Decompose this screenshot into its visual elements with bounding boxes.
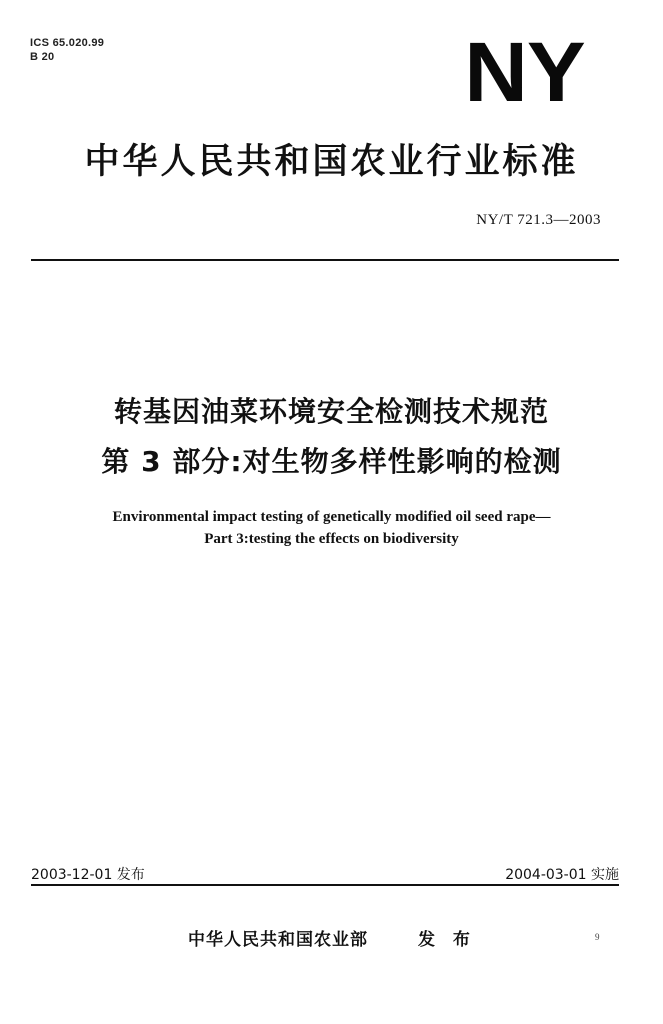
issue-label: 发 布 [418, 930, 476, 950]
title-en-line2: Part 3:testing the effects on biodiversity [204, 531, 459, 547]
standard-number: NY/T 721.3—2003 [476, 212, 601, 228]
title-zh-line2: 第 3 部分:对生物多样性影响的检测 [101, 445, 562, 478]
issuer: 中华人民共和国农业部 [188, 930, 368, 950]
ccs-code: B 20 [30, 51, 55, 63]
classification-codes [30, 36, 104, 64]
agency-title: 中华人民共和国农业行业标准 [84, 142, 579, 182]
issue-date: 2003-12-01 发布 [31, 867, 145, 883]
top-divider [31, 259, 619, 261]
title-zh-line1: 转基因油菜环境安全检测技术规范 [113, 395, 549, 428]
ics-code: ICS 65.020.99 [30, 37, 105, 49]
ny-logo: NY [464, 25, 585, 119]
page-mark: 9 [595, 932, 600, 942]
title-en-line1: Environmental impact testing of genetically modified oil seed rape— [112, 509, 551, 525]
bottom-divider [31, 884, 619, 886]
implementation-date: 2004-03-01 实施 [505, 867, 619, 883]
